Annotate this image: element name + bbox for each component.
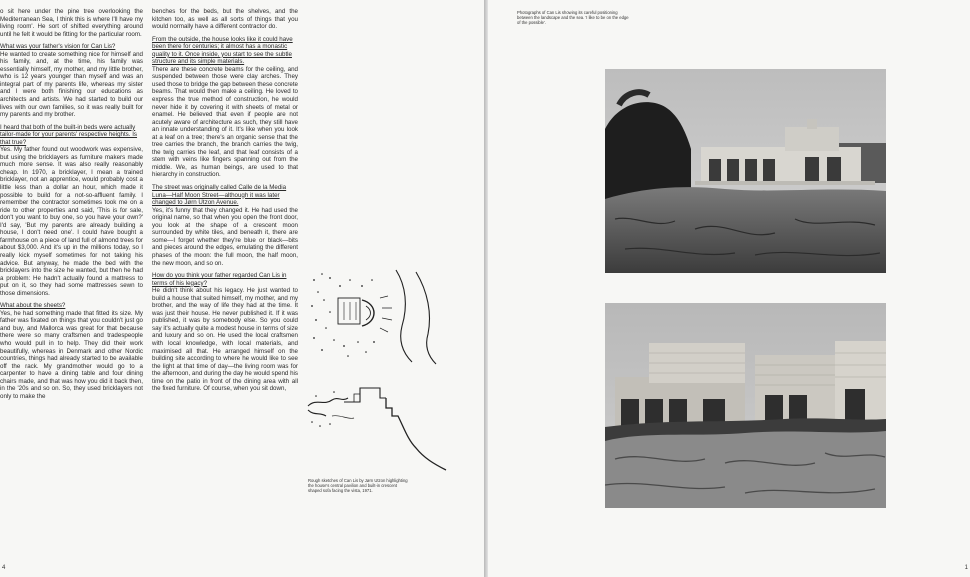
paragraph-text: o sit here under the pine tree overlooking the Mediterranean Sea, I think this is where I'll have my living room'. He sort of shifted everything around until he felt it would be fitting for the particular room.: [0, 8, 143, 38]
page-number-right: 1: [964, 565, 968, 571]
paragraph: [152, 36, 298, 179]
paragraph: [0, 124, 143, 298]
photo-can-lis-exterior: [605, 69, 886, 273]
interview-question: I heard that both of the built-in beds were actually tailor-made for your parents' respective heights. Is that true?: [0, 123, 138, 146]
paragraph-text: Yes, he had something made that fitted its size. My father was fixated on things that you couldn't just go and buy, and Mallorca was great for that because there were so many craftsmen and tradespeople who would pull in to help. They did their work beautifully, whereas in Denmark and other Nordic countries, things had already started to be available off the rack. My grandmother would go to a carpenter to have a dining table and four dining chairs made, and that was how you did it back then, in the '20s and so on. So, they used bricklayers not only to make the: [0, 309, 143, 400]
paragraph: [152, 184, 298, 267]
text-column-2: [152, 8, 298, 398]
paragraph: [152, 272, 298, 393]
interview-question: The street was originally called Calle de la Media Luna—Half Moon Street—although it was later changed to Jørn Utzon Avenue.: [152, 184, 287, 207]
photo-caption: Photographs of Can Lis showing its careful positioning between the landscape and the sea. 'I like to be on the edge of the possible'.: [517, 10, 629, 25]
sketch-caption: Rough sketches of Can Lis by Jørn Utzon highlighting the house's central pavilion and built-in crescent shaped sofa facing the vista, 1971.: [308, 478, 408, 493]
interview-question: What was your father's vision for Can Lis?: [0, 43, 116, 51]
left-page: [0, 0, 484, 577]
paragraph-text: Yes. My father found out woodwork was expensive, but using the bricklayers as furniture makers made much more sense. It was also really reasonably cheap. In 1970, a bricklayer, I mean a trained bricklayer, not an apprentice, would probably cost a little less than a dollar an hour, which made it possible to build for a not-so-affluent family. I remember the contractor sometimes took me on a ride to other properties and said, 'This is for sale, don't you want to buy one, so you have your own?' I'd say, 'But my parents are already building a house, I don't need one'. I could have bought a farmhouse on a piece of land full of almond trees for about $3,000. And it's up in the millions today, so I really kick myself sometimes for not taking his advice. But anyway, he made the bed with the bricklayers into the size he wanted, but then he had a problem: He hadn't actually found a mattress to put on it, so they had some mattresses sewn to those dimensions.: [0, 146, 143, 297]
sketch-plan: [304, 266, 454, 366]
paragraph-text: There are these concrete beams for the ceiling, and suspended between those were clay arches. They used those to bridge the gap between these concrete beams. That would then make a ceiling. He loved to express the true method of construction, he would never hide it by covering it with sheets of metal or enamel. He believed that even if people are not acutely aware of architecture as such, they still have an innate understanding of it. It's like when you look at a leaf on a tree; there's an organic sense that the tree carries the branch, the branch carries the twig, the twig carries the leaf, and that leaf consists of a stem with veins like fingers spanning out from the middle. We, as human beings, are used to that hierarchy in construction.: [152, 65, 298, 179]
paragraph-text: Yes, it's funny that they changed it. He had used the original name, so that when you open the front door, you look at the shape of a crescent moon surrounded by white tiles, and beneath it, there are some—I forget whether they're blue or black—bits and pieces around the edges, emulating the different phases of the moon: the full moon, the half moon, the new moon, and so on.: [152, 206, 298, 267]
paragraph-text: He didn't think about his legacy. He just wanted to build a house that suited himself, my mother, and my brother, and the way of life they had at the time. It was just their house. He never published it. If it was published, it was by somebody else. So you could say it's actually quite a modest house in terms of size and luxury and so on. He used the local craftsmen with local knowledge, with local materials, and maximised all that. He arranged himself on the building site according to where he would like to see the light at that time of day—the living room was for the afternoon, and during the day he would spend his time on the patio in front of the dining area with all the fixed furniture. Of course, when you sit down,: [152, 287, 298, 393]
interview-question: From the outside, the house looks like it could have been there for centuries; it almost has a monastic quality to it. Once inside, you start to see the subtle structure and its simple materials.: [152, 35, 293, 66]
right-page: [488, 0, 970, 577]
paragraph: [0, 8, 143, 38]
paragraph: [0, 302, 143, 400]
paragraph-text: He wanted to create something nice for himself and his family, and, at the time, his family was essentially himself, my mother, and my little brother, who is 12 years younger than myself and was an integral part of my parents life, whereas my sister and I were both finishing our educations as architects and artists. We had started to build our lives with our own families, so it was really built for my parents and my brother.: [0, 50, 143, 119]
text-column-1: [0, 8, 143, 405]
interview-question: How do you think your father regarded Can Lis in terms of his legacy?: [152, 272, 287, 287]
page-number-left: 4: [2, 565, 6, 571]
photo-can-lis-pavilions: [605, 303, 886, 508]
sketch-section: [304, 376, 454, 476]
paragraph: [152, 8, 298, 31]
paragraph: [0, 43, 143, 118]
paragraph-text: benches for the beds, but the shelves, and the kitchen too, as well as all sorts of things that you would normally have a different contractor do.: [152, 8, 298, 31]
interview-question: What about the sheets?: [0, 302, 66, 310]
